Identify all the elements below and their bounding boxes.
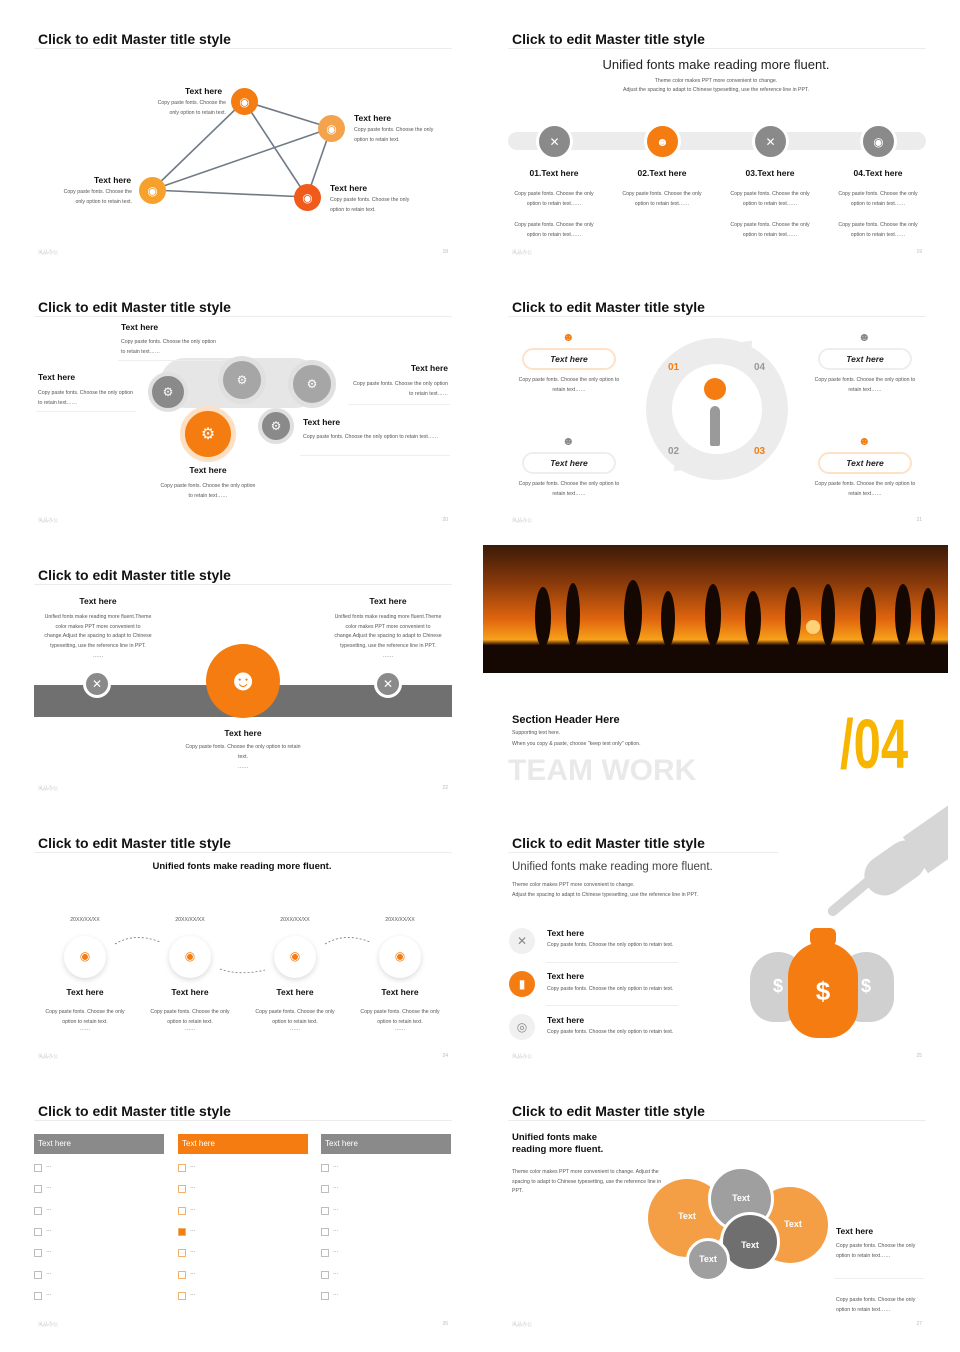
block-text: Copy paste fonts. Choose the only option to retain text…… [38,390,133,406]
slide-25 [474,804,948,1066]
divider [546,962,678,963]
node-title: Text here [94,175,132,185]
divider [546,1005,678,1006]
node-text: Copy paste fonts. Choose the only option to retain text. [63,189,132,205]
item-title: Text here [547,928,585,938]
step-more: …… [394,1026,406,1032]
title-rule [508,316,926,317]
page-number: 20 [442,517,448,523]
supporting-text: Supporting text here. [512,730,561,736]
subtext: Adjust the spacing to adapt to Chinese typesetting, use the reference line in PPT. [623,87,809,93]
meeting-icon: ◉ [289,949,301,963]
footer-brand: 风品办公 [512,518,533,524]
item-text: Copy paste fonts. Choose the only option to retain text…… [514,191,594,207]
title-rule [34,1120,452,1121]
step-date: 20XX/XX/XX [70,917,100,923]
checkbox[interactable] [321,1207,329,1215]
item-text: Copy paste fonts. Choose the only option to retain text. [547,942,674,948]
gear-icon: ⚙ [258,408,294,444]
node-text: Copy paste fonts. Choose the only option to retain text. [157,100,226,116]
step-date: 20XX/XX/XX [385,917,415,923]
right-more: …… [382,653,394,659]
heading: Unified fonts make reading more fluent. [602,57,830,72]
checkbox[interactable] [34,1207,42,1215]
step-title: Text here [171,987,209,997]
checklist-item: … [46,1184,52,1191]
slide-27 [474,1072,948,1334]
coins-icon: ◉ [860,123,897,160]
divider [834,1278,924,1279]
divider [36,411,136,412]
checkbox[interactable] [321,1228,329,1236]
item-title: 01.Text here [529,168,579,178]
left-title: Text here [79,596,117,606]
venn-label: Text [784,1219,802,1229]
checklist-item: … [190,1290,196,1297]
block-text: Copy paste fonts. Choose the only option to retain text…… [353,381,448,397]
dollar-sign: $ [860,976,871,996]
slide-23 [474,536,948,798]
checklist-item: … [190,1269,196,1276]
cycle-number: 01 [668,362,680,373]
block-text: Copy paste fonts. Choose the only option to retain text…… [160,483,256,499]
card-text: Copy paste fonts. Choose the only option to retain text…… [814,481,916,497]
card-title: Text here [846,458,884,468]
slide-18 [0,0,474,262]
card-title: Text here [550,458,588,468]
meeting-icon: ◉ [394,949,406,963]
venn-label: Text [741,1240,759,1250]
item-text: Copy paste fonts. Choose the only option to retain text…… [730,222,810,238]
heading: Unified fonts make reading more fluent. [152,861,332,872]
item-text: Copy paste fonts. Choose the only option to retain text. [547,986,674,992]
hand-finger [826,872,878,918]
checklist-item: … [333,1205,339,1212]
page-number: 18 [442,249,448,255]
checkbox[interactable] [34,1228,42,1236]
item-title: 04.Text here [853,168,903,178]
step-text: Copy paste fonts. Choose the only option to retain text. [360,1009,440,1025]
card-title: Text here [846,354,884,364]
step-date: 20XX/XX/XX [280,917,310,923]
slide-title[interactable]: Click to edit Master title style [512,31,705,47]
item-text: Copy paste fonts. Choose the only option to retain text…… [838,191,918,207]
item-title: Text here [547,1015,585,1025]
checklist-item: … [46,1226,52,1233]
group-icon: ◉ [318,115,345,142]
checkbox[interactable] [178,1228,186,1236]
page-number: 25 [916,1053,922,1059]
block-title: Text here [38,372,76,382]
item-title: 03.Text here [745,168,795,178]
footer-brand: 风品办公 [38,250,59,256]
slide-title[interactable]: Click to edit Master title style [38,567,231,583]
step-title: Text here [276,987,314,997]
node-title: Text here [330,183,368,193]
team-silhouette-photo [483,545,948,673]
node-text: Copy paste fonts. Choose the only option to retain text. [330,197,410,213]
checklist-item: … [46,1269,52,1276]
step-text: Copy paste fonts. Choose the only option to retain text. [255,1009,335,1025]
slide-title[interactable]: Click to edit Master title style [38,835,231,851]
section-header: Section Header Here [512,714,620,726]
checkbox[interactable] [178,1185,186,1193]
venn-label: Text [732,1193,750,1203]
right-text: Unified fonts make reading more fluent.Theme color makes PPT more convenient to change.Adjust the spacing to adapt to Chinese typesetting, use the reference line in PPT. [334,614,442,649]
slide-24 [0,804,474,1066]
item-text: Copy paste fonts. Choose the only option to retain text…… [730,191,810,207]
tools-icon: ✕ [83,670,111,698]
title-rule [34,316,452,317]
block-title: Text here [303,417,341,427]
checkbox[interactable] [321,1292,329,1300]
checklist-item: … [333,1226,339,1233]
gear-icon: ⚙ [218,356,266,404]
footer-brand: 风品办公 [38,1322,59,1328]
slide-21 [474,268,948,530]
block-title: Text here [121,322,159,332]
person-icon [710,406,720,446]
card-text: Copy paste fonts. Choose the only option to retain text…… [518,377,620,393]
checklist-item: … [333,1269,339,1276]
checkbox[interactable] [321,1271,329,1279]
group-icon: ◉ [139,177,166,204]
pointing-hand-illustration [822,812,948,902]
left-text: Unified fonts make reading more fluent.Theme color makes PPT more convenient to change.Adjust the spacing to adapt to Chinese typesetting, use the reference line in PPT. [44,614,152,649]
step-more: …… [289,1026,301,1032]
checklist-item: … [46,1205,52,1212]
bottom-title: Text here [224,728,262,738]
group-icon: ◉ [294,184,321,211]
card-title: Text here [550,354,588,364]
block-title: Text here [410,363,448,373]
checklist-item: … [333,1248,339,1255]
dollar-sign: $ [815,976,831,1006]
chart-icon: ▮ [509,971,535,997]
checkbox[interactable] [34,1292,42,1300]
subtext: Theme color makes PPT more convenient to change. [512,882,635,888]
item-text: Copy paste fonts. Choose the only option to retain text…… [622,191,702,207]
tools-icon: ✕ [509,928,535,954]
checkbox[interactable] [321,1164,329,1172]
user-check-icon: ☻ [644,123,681,160]
bag-knot [810,928,836,946]
footer-brand: 风品办公 [512,1322,533,1328]
checklist-item: … [46,1290,52,1297]
step-text: Copy paste fonts. Choose the only option to retain text. [45,1009,125,1025]
item-title: Text here [547,971,585,981]
right-title: Text here [836,1226,874,1236]
globe-icon [704,378,726,400]
checklist-item: … [333,1184,339,1191]
right-text: Copy paste fonts. Choose the only option to retain text…… [836,1297,916,1313]
checkbox[interactable] [178,1164,186,1172]
title-rule [508,1120,926,1121]
gear-icon: ⚙ [148,372,188,412]
slide-title[interactable]: Click to edit Master title style [38,31,231,47]
checklist-item: … [190,1226,196,1233]
target-icon: ◎ [509,1014,535,1040]
user-icon: ☻ [562,330,575,344]
footer-brand: 风品办公 [38,786,59,792]
checklist-item: … [46,1163,52,1169]
page-number: 26 [442,1321,448,1327]
divider [348,404,450,405]
step-title: Text here [381,987,419,997]
watermark-text: TEAM WORK [508,754,697,787]
paste-note: When you copy & paste, choose "keep text only" option. [512,741,641,747]
user-icon: ☻ [858,330,871,344]
heading: Unified fonts make reading more fluent. [512,1132,604,1155]
user-icon: ☻ [562,434,575,448]
slide-19 [474,0,948,262]
group-icon: ◉ [231,88,258,115]
step-text: Copy paste fonts. Choose the only option to retain text. [150,1009,230,1025]
checklist-item: … [190,1184,196,1191]
page-number: 21 [916,517,922,523]
divider [300,455,450,456]
footer-brand: 风品办公 [512,250,533,256]
slide-title[interactable]: Click to edit Master title style [38,1103,231,1119]
cycle-number: 04 [754,362,766,373]
column-header: Text here [321,1134,451,1154]
page-number: 24 [442,1053,448,1059]
subtext: Theme color makes PPT more convenient to change. [654,78,778,84]
meeting-icon: ◉ [79,949,91,963]
checkbox[interactable] [178,1292,186,1300]
card-text: Copy paste fonts. Choose the only option to retain text…… [518,481,620,497]
checkbox[interactable] [178,1249,186,1257]
gear-icon: ⚙ [180,406,236,462]
venn-label: Text [678,1211,696,1221]
block-title: Text here [189,465,227,475]
footer-brand: 风品办公 [38,518,59,524]
subtext: Theme color makes PPT more convenient to change. Adjust the spacing to adapt to Chinese typesetting, use the reference line in PPT. [512,1169,662,1194]
column-header: Text here [34,1134,164,1154]
slide-title[interactable]: Click to edit Master title style [512,835,705,851]
page-number: 19 [916,249,922,255]
title-rule [508,852,778,853]
gear-icon: ⚙ [288,360,336,408]
slide-20 [0,268,474,530]
checklist-item: … [333,1290,339,1297]
item-text: Copy paste fonts. Choose the only option to retain text…… [838,222,918,238]
checklist-item: … [190,1248,196,1255]
slide-title[interactable]: Click to edit Master title style [512,299,705,315]
cycle-number: 02 [668,446,680,457]
venn-label: Text [699,1254,717,1264]
checkbox[interactable] [178,1207,186,1215]
item-title: 02.Text here [637,168,687,178]
node-title: Text here [354,113,392,123]
page-number: 27 [916,1321,922,1327]
step-date: 20XX/XX/XX [175,917,205,923]
slide-22 [0,536,474,798]
right-title: Text here [369,596,407,606]
block-text: Copy paste fonts. Choose the only option to retain text…… [121,339,216,355]
checkbox[interactable] [178,1271,186,1279]
meeting-icon: ◉ [184,949,196,963]
checklist-item: … [190,1163,196,1169]
cycle-number: 03 [754,446,766,457]
step-more: …… [79,1026,91,1032]
node-title: Text here [185,86,223,96]
tools-icon: ✕ [752,123,789,160]
checkbox[interactable] [34,1249,42,1257]
step-more: …… [184,1026,196,1032]
user-icon: ☻ [858,434,871,448]
left-more: …… [92,653,104,659]
checkbox[interactable] [34,1185,42,1193]
column-header: Text here [178,1134,308,1154]
block-text: Copy paste fonts. Choose the only option to retain text…… [303,434,439,440]
heading: Unified fonts make reading more fluent. [512,861,713,873]
item-text: Copy paste fonts. Choose the only option to retain text. [547,1029,674,1035]
silhouettes [483,545,948,673]
item-text: Copy paste fonts. Choose the only option to retain text…… [514,222,594,238]
section-number: /04 [840,705,909,783]
dollar-sign: $ [772,976,783,996]
page-number: 22 [442,785,448,791]
bottom-text: Copy paste fonts. Choose the only option to retain text. [185,744,301,760]
checkbox[interactable] [321,1185,329,1193]
checklist-item: … [190,1205,196,1212]
slide-title[interactable]: Click to edit Master title style [38,299,231,315]
checkbox[interactable] [34,1271,42,1279]
subtext: Adjust the spacing to adapt to Chinese typesetting, use the reference line in PPT. [512,892,698,898]
footer-brand: 风品办公 [38,1054,59,1060]
checkbox[interactable] [34,1164,42,1172]
title-rule [34,584,452,585]
slide-26 [0,1072,474,1334]
tools-icon: ✕ [374,670,402,698]
checklist-item: … [333,1163,339,1169]
checkbox[interactable] [321,1249,329,1257]
slide-title[interactable]: Click to edit Master title style [512,1103,705,1119]
checklist-item: … [46,1248,52,1255]
bottom-more: …… [237,764,249,770]
user-avatar-icon: ☻ [206,644,280,718]
title-rule [508,48,926,49]
step-title: Text here [66,987,104,997]
right-text: Copy paste fonts. Choose the only option to retain text…… [836,1243,916,1259]
card-text: Copy paste fonts. Choose the only option to retain text…… [814,377,916,393]
divider [118,360,222,361]
footer-brand: 风品办公 [512,1054,533,1060]
tools-icon: ✕ [536,123,573,160]
node-text: Copy paste fonts. Choose the only option to retain text. [354,127,434,143]
